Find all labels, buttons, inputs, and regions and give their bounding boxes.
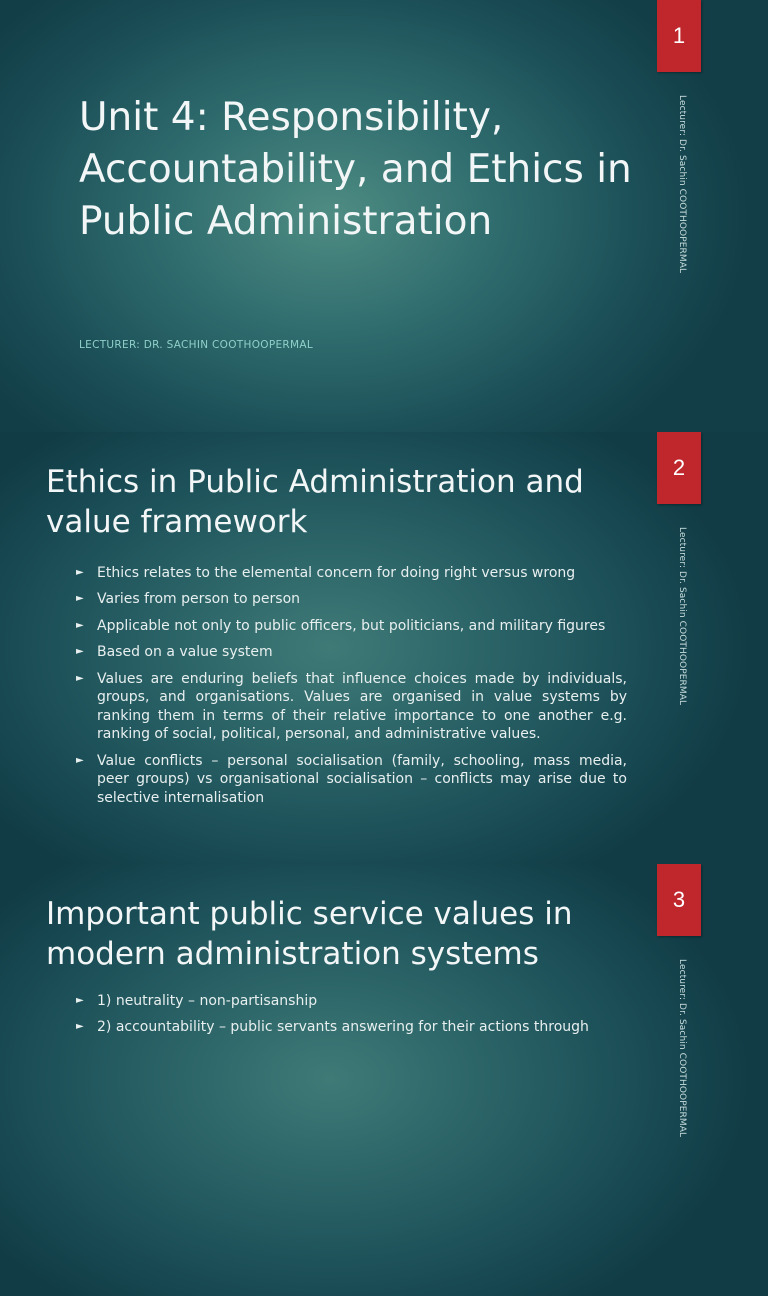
bullet-item <box>76 564 627 583</box>
bullet-item <box>76 752 627 808</box>
slide-title: Unit 4: Responsibility, Accountability, and Ethics in Public Administration <box>79 95 632 244</box>
bullet-item <box>76 670 627 744</box>
bullet-text: 1) neutrality – non-partisanship <box>97 993 318 1009</box>
slide-subtitle: LECTURER: DR. SACHIN COOTHOOPERMAL <box>79 339 314 351</box>
bullet-list <box>76 564 627 815</box>
bullet-text: Value conflicts – personal socialisation (family, schooling, mass media, peer groups) vs organisational socialisation – conflicts may arise due to selective internalisation <box>97 752 627 806</box>
bullet-text: 2) accountability – public servants answering for their actions through <box>97 1019 589 1036</box>
slide-number: 3 <box>657 864 701 936</box>
triangle-bullet-icon: ► <box>76 593 84 605</box>
bullet-item <box>76 1018 627 1037</box>
slide-number: 2 <box>657 432 701 504</box>
slide-number: 1 <box>657 0 701 72</box>
triangle-bullet-icon: ► <box>76 672 84 684</box>
slide-title: Important public service values in modern administration systems <box>46 896 573 972</box>
triangle-bullet-icon: ► <box>76 646 84 658</box>
vertical-lecturer-label: Lecturer: Dr. Sachin COOTHOOPERMAL <box>677 959 687 1138</box>
bullet-text: Ethics relates to the elemental concern for doing right versus wrong <box>97 565 576 581</box>
slide-title: Ethics in Public Administration and value framework <box>46 464 584 540</box>
vertical-lecturer-label: Lecturer: Dr. Sachin COOTHOOPERMAL <box>677 95 687 274</box>
vertical-lecturer-label: Lecturer: Dr. Sachin COOTHOOPERMAL <box>677 527 687 706</box>
bullet-item <box>76 590 627 609</box>
bullet-item <box>76 992 627 1011</box>
triangle-bullet-icon: ► <box>76 619 84 631</box>
slide-1 <box>0 0 768 432</box>
triangle-bullet-icon: ► <box>76 1021 84 1033</box>
slide-2 <box>0 432 768 864</box>
bullet-text: Values are enduring beliefs that influence choices made by individuals, groups, and organisations. Values are organised in value systems by ranking them in terms of their relative importance to one another e.g. ranking of social, political, personal, and administrative values. <box>97 670 627 743</box>
bullet-text: Based on a value system <box>97 644 273 661</box>
triangle-bullet-icon: ► <box>76 754 84 766</box>
bullet-item <box>76 617 627 636</box>
bullet-text: Applicable not only to public officers, but politicians, and military figures <box>97 617 606 634</box>
bullet-list <box>76 992 627 1045</box>
bullet-text: Varies from person to person <box>97 591 301 608</box>
triangle-bullet-icon: ► <box>76 567 84 578</box>
triangle-bullet-icon: ► <box>76 995 84 1006</box>
bullet-item <box>76 643 627 662</box>
slide-3 <box>0 864 768 1296</box>
